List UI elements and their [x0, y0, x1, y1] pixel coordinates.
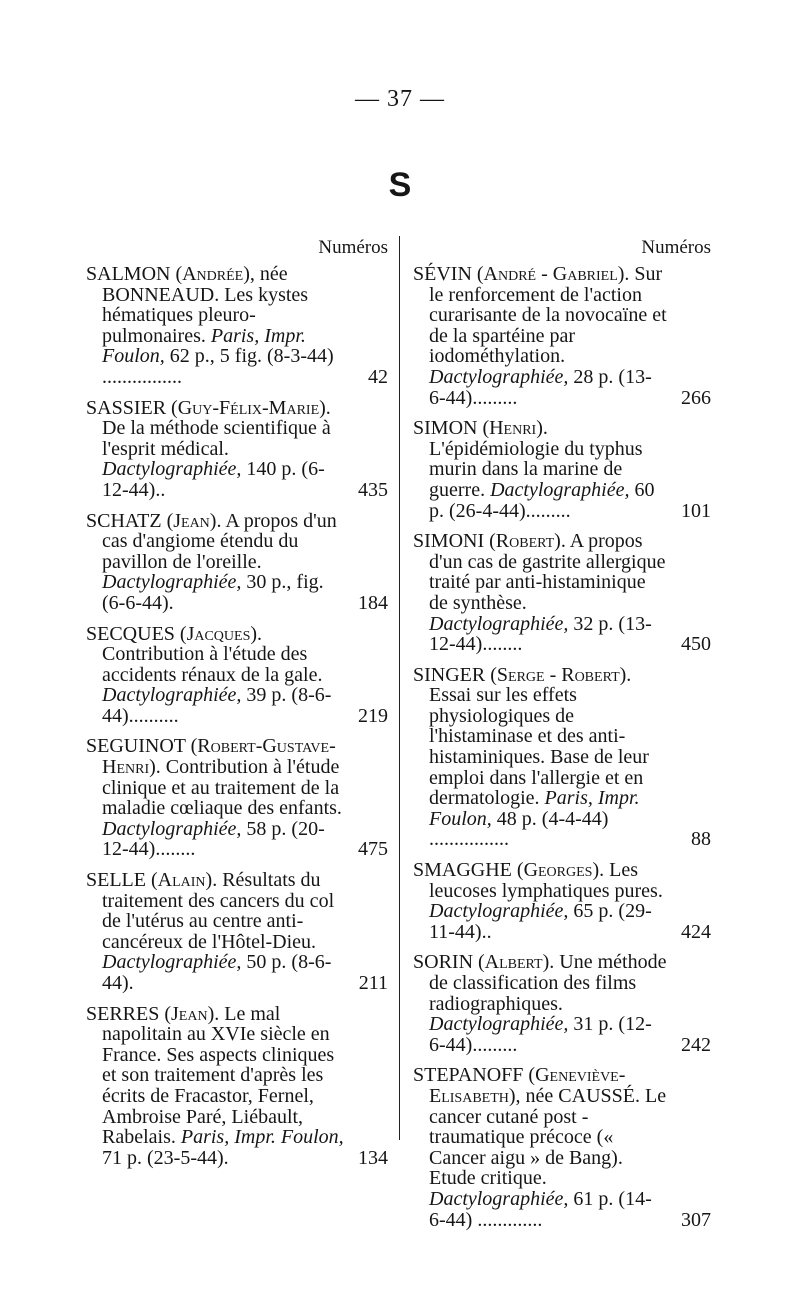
entry-surname: SECQUES: [86, 622, 175, 645]
entry-first-names: (Guy-Félix-Marie): [171, 396, 326, 419]
entry-publication: Paris, Impr. Foulon,: [180, 1126, 344, 1149]
entry-details: 48 p. (4-4-44) ................: [429, 807, 609, 851]
entry-details: 28 p. (13-6-44).........: [429, 365, 652, 409]
entry-details: 50 p. (8-6-44).: [102, 951, 332, 994]
entry-publication: Dactylographiée,: [429, 612, 569, 635]
entry-publication: Dactylographiée,: [429, 1013, 569, 1036]
entry-first-names: (Albert): [478, 951, 550, 974]
entry-title: , née BONNEAUD. Les kystes hématiques pleuro-pulmonaires.: [102, 263, 309, 347]
index-entry: [86, 264, 388, 388]
entry-number: 435: [358, 478, 388, 501]
column-header: Numéros: [318, 237, 388, 258]
entry-surname: SALMON: [86, 263, 171, 285]
entry-title: . A propos d'un cas d'angiome étendu du pavillon de l'oreille.: [102, 509, 337, 573]
index-entry: [86, 736, 388, 860]
index-entry: [86, 398, 388, 501]
entry-surname: SELLE: [86, 869, 146, 892]
entry-details: 71 p. (23-5-44).: [102, 1146, 229, 1169]
index-entry: [413, 665, 711, 850]
entry-first-names: (Jean): [164, 1002, 215, 1025]
entry-first-names: (Serge - Robert): [490, 663, 627, 686]
entry-title: . A propos d'un cas de gastrite allergique traité par anti-histaminique de synthèse.: [429, 530, 666, 614]
entry-first-names: (Jacques): [179, 622, 258, 645]
entry-surname: SINGER: [413, 663, 486, 686]
entry-surname: SCHATZ: [86, 509, 162, 532]
entry-first-names: (Alain): [151, 869, 213, 892]
entry-title: . Une méthode de classification des films radiographiques.: [429, 951, 667, 1015]
entry-surname: SIMON: [413, 417, 478, 440]
entry-title: . Le mal napolitain au XVIe siècle en France. Ses aspects cliniques et son traitement d'après les écrits de Fracastor, Fernel, Ambroise Paré, Liébault, Rabelais.: [102, 1002, 335, 1149]
entry-first-names: (Robert): [489, 530, 561, 553]
entry-title: . Résultats du traitement des cancers du col de l'utérus au centre anti-cancéreux de l'Hôtel-Dieu.: [102, 869, 335, 953]
entry-number: 266: [681, 386, 711, 409]
entry-number: 42: [368, 365, 388, 388]
entry-publication: Paris, Impr. Foulon,: [429, 787, 640, 830]
entry-publication: Paris, Impr. Foulon,: [102, 324, 306, 368]
entry-number: 450: [681, 633, 711, 656]
entry-publication: Dactylographiée,: [490, 478, 630, 501]
entry-details: 65 p. (29-11-44)..: [429, 900, 652, 943]
entry-title: . L'épidémiologie du typhus murin dans la marine de guerre.: [429, 417, 643, 501]
entry-surname: SASSIER: [86, 396, 167, 419]
entry-details: 60 p. (26-4-44).........: [429, 478, 655, 522]
entry-surname: SÉVIN: [413, 263, 472, 285]
entry-title: . De la méthode scientifique à l'esprit médical.: [102, 396, 331, 460]
entry-first-names: (Geneviève-Elisabeth): [429, 1064, 626, 1107]
entry-publication: Dactylographiée,: [102, 458, 242, 481]
entry-first-names: (Jean): [166, 509, 217, 532]
entry-details: 62 p., 5 fig. (8-3-44) ................: [102, 345, 334, 388]
page-number: — 37 —: [355, 86, 445, 112]
entry-details: 32 p. (13-12-44)........: [429, 612, 652, 656]
entry-publication: Dactylographiée,: [102, 684, 242, 707]
entry-publication: Dactylographiée,: [102, 817, 242, 840]
index-entry: [413, 860, 711, 942]
column-header: Numéros: [641, 237, 711, 258]
entry-first-names: (Robert-Gustave-Henri): [102, 735, 336, 779]
entry-surname: SERRES: [86, 1002, 160, 1025]
entry-number: 101: [681, 499, 711, 522]
entry-title: . Sur le renforcement de l'action curarisante de la novocaïne et de la spartéine par iodométhylation.: [429, 263, 667, 368]
entry-first-names: (André - Gabriel): [476, 263, 625, 285]
entry-number: 242: [681, 1033, 711, 1056]
index-entry: [86, 624, 388, 727]
section-letter: S: [388, 166, 412, 204]
entry-number: 88: [691, 828, 711, 851]
entry-details: 61 p. (14-6-44) .............: [429, 1187, 652, 1231]
entry-first-names: (Georges): [516, 859, 600, 882]
entry-title: . Essai sur les effets physiologiques de l'histaminase et des anti-histaminiques. Base de leur emploi dans l'allergie et en dermatologie.: [429, 663, 649, 810]
entry-title: . Les leucoses lymphatiques pures.: [429, 859, 663, 902]
left-column: [86, 236, 388, 1178]
entry-surname: STEPANOFF: [413, 1064, 524, 1087]
entry-publication: Dactylographiée,: [429, 900, 569, 923]
entry-surname: SMAGGHE: [413, 859, 512, 882]
entry-details: 30 p., fig. (6-6-44).: [102, 571, 324, 614]
column-divider: [399, 236, 400, 1140]
entry-publication: Dactylographiée,: [429, 365, 569, 388]
entry-number: 219: [358, 704, 388, 727]
entry-title: . Contribution à l'étude clinique et au traitement de la maladie cœliaque des enfants.: [102, 756, 342, 820]
entry-publication: Dactylographiée,: [102, 571, 242, 594]
index-entry: [86, 511, 388, 614]
entry-title: , née CAUSSÉ. Le cancer cutané post - traumatique précoce (« Cancer aigu » de Bang). Etude critique.: [429, 1084, 667, 1190]
entry-publication: Dactylographiée,: [429, 1187, 569, 1210]
entry-details: 58 p. (20-12-44)........: [102, 817, 325, 861]
entry-surname: SORIN: [413, 951, 474, 974]
entry-number: 424: [681, 920, 711, 943]
entry-surname: SEGUINOT: [86, 735, 186, 758]
entry-number: 184: [358, 591, 388, 614]
entry-number: 134: [358, 1146, 388, 1169]
right-column: [413, 236, 711, 1240]
index-entry: [413, 418, 711, 521]
entry-first-names: (Henri): [482, 417, 543, 440]
index-entry: [413, 952, 711, 1055]
index-entry: [413, 264, 711, 408]
entry-details: 31 p. (12-6-44).........: [429, 1013, 652, 1056]
entry-number: 475: [358, 838, 388, 861]
index-entry: [413, 1065, 711, 1230]
index-entry: [86, 1004, 388, 1169]
entry-publication: Dactylographiée,: [102, 951, 242, 974]
entry-title: . Contribution à l'étude des accidents rénaux de la gale.: [102, 622, 323, 686]
entry-first-names: (Andrée): [175, 263, 250, 285]
entry-number: 211: [358, 972, 388, 994]
entry-surname: SIMONI: [413, 530, 485, 553]
index-entry: [86, 870, 388, 994]
entry-number: 307: [681, 1208, 711, 1231]
entry-details: 140 p. (6-12-44)..: [102, 458, 325, 501]
index-entry: [413, 531, 711, 655]
entry-details: 39 p. (8-6-44)..........: [102, 684, 332, 727]
